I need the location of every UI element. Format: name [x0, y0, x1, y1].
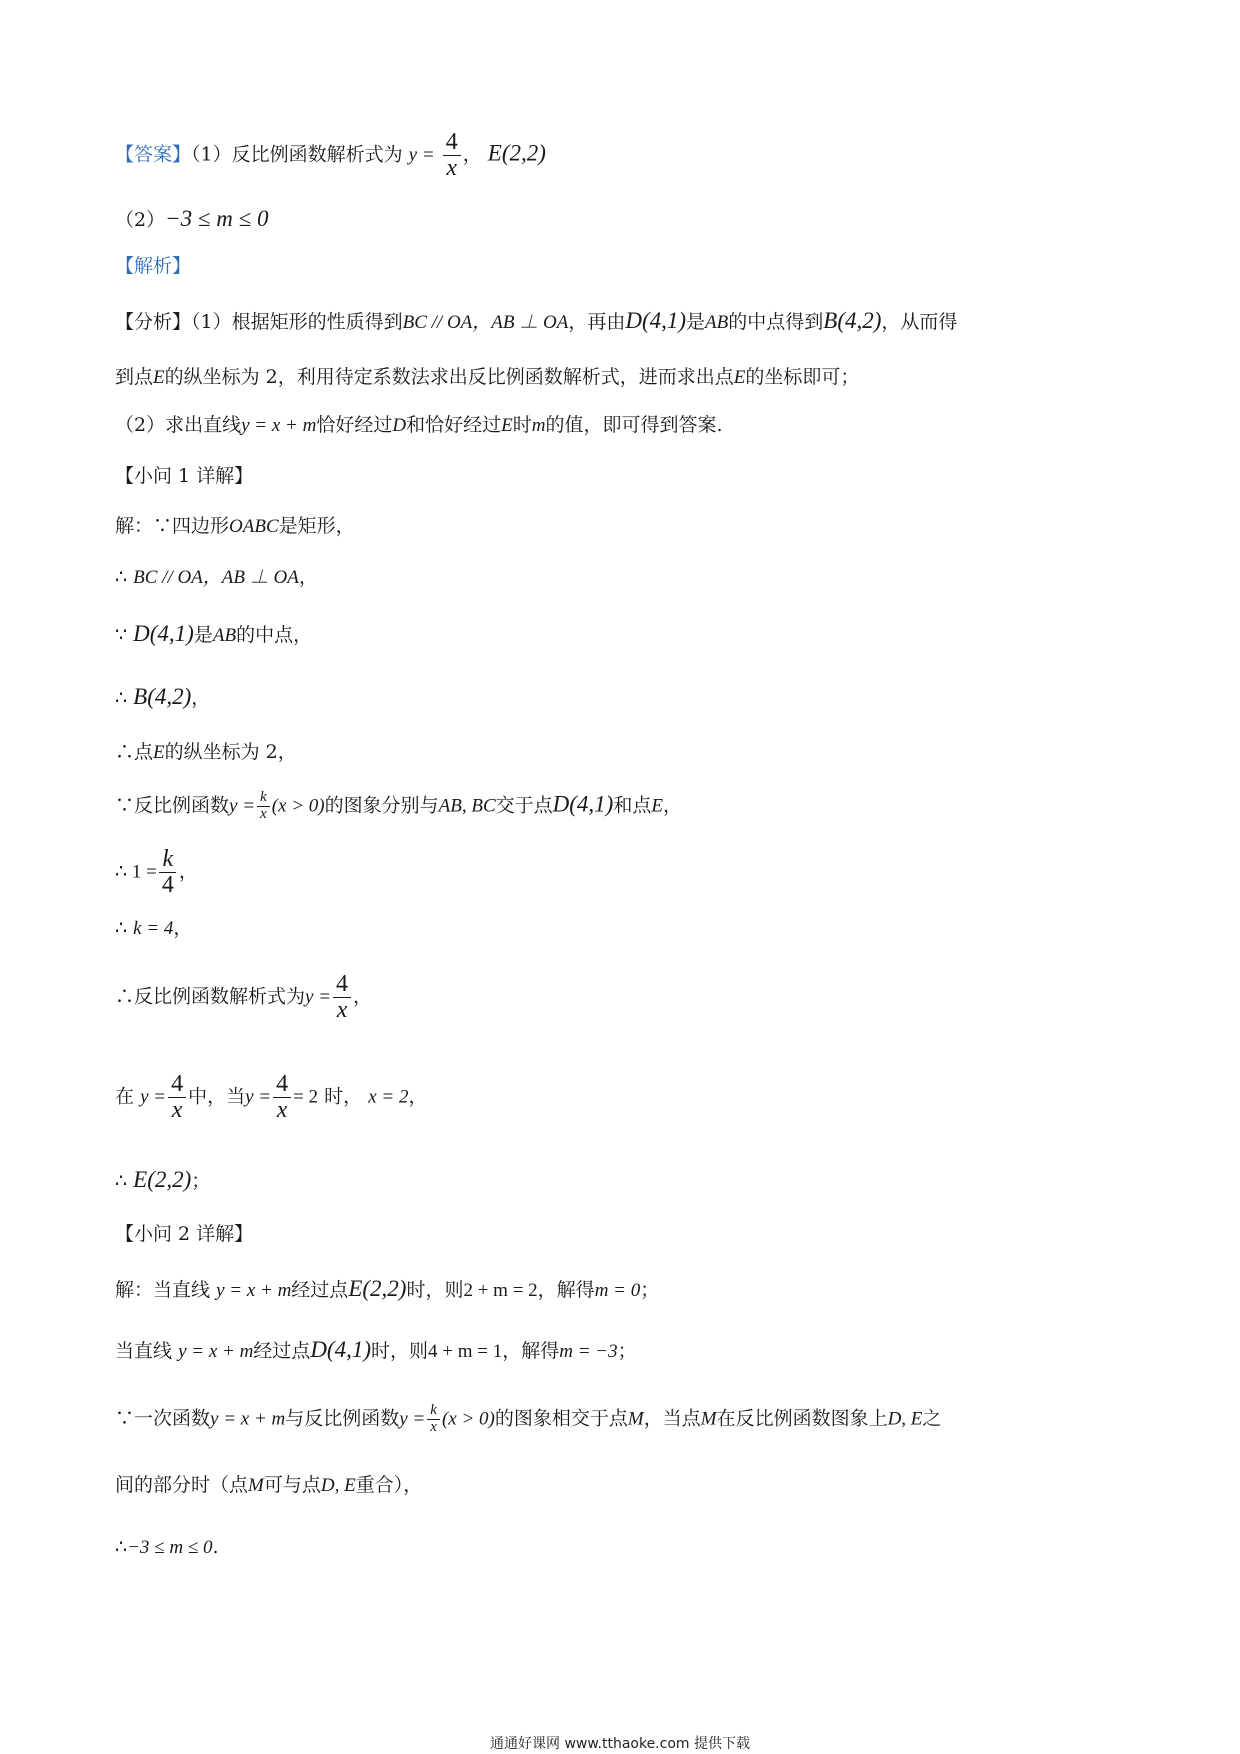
answer-line-1: 【答案】（1）反比例函数解析式为 y = $\frac{4}{x}$ ， E(2,2) [115, 129, 546, 182]
q1-step-7: ∴ 1 = $\frac{k}{4}$ ， [115, 846, 198, 899]
fraction-4-over-x-4: $\frac{4}{x}$ [273, 1072, 291, 1123]
q2-step-3: ∵一次函数y = x + m与反比例函数y = $\frac{k}{x}$ (x > 0)的图象相交于点M，当点M在反比例函数图象上D, E之 [115, 1402, 942, 1435]
q1-step-4: ∴ B(4,2)， [115, 684, 211, 709]
q2-step-4: 间的部分时（点M可与点D, E重合）， [115, 1474, 423, 1496]
q2-tag: 【小问 2 详解】 [115, 1223, 254, 1245]
q1-tag: 【小问 1 详解】 [115, 465, 254, 487]
q2-step-1: 解：当直线 y = x + m经过点E(2,2)时，则2 + m = 2，解得m = 0； [115, 1276, 660, 1301]
q1-step-9: ∴反比例函数解析式为y = $\frac{4}{x}$ ， [115, 971, 373, 1024]
answer-line-2: （2）−3 ≤ m ≤ 0 [115, 206, 269, 231]
q1-step-2: ∴ BC // OA，AB ⊥ OA， [115, 566, 318, 588]
q1-step-11: ∴ E(2,2)； [115, 1167, 211, 1192]
answer-tag: 【答案】 [115, 143, 192, 166]
q1-step-5: ∴点E的纵坐标为 2， [115, 741, 297, 763]
q1-step-3: ∵ D(4,1)是AB的中点， [115, 621, 313, 646]
fraction-k-over-x: $\frac{k}{x}$ [257, 790, 270, 823]
analysis-line-3: （2）求出直线y = x + m恰好经过D和恰好经过E时m的值，即可得到答案. [115, 414, 723, 436]
q2-step-5: ∴−3 ≤ m ≤ 0. [115, 1536, 219, 1558]
fraction-4-over-x-3: $\frac{4}{x}$ [168, 1072, 186, 1123]
fraction-k-over-x-2: $\frac{k}{x}$ [427, 1403, 440, 1436]
fraction-4-over-x: $\frac{4}{x}$ [443, 130, 461, 181]
analysis-line-2: 到点E的纵坐标为 2，利用待定系数法求出反比例函数解析式，进而求出点E的坐标即可； [115, 366, 860, 388]
analysis-line-1: 【分析】（1）根据矩形的性质得到BC // OA，AB ⊥ OA，再由D(4,1)是AB的中点得到B(4,2)，从而得 [115, 308, 958, 333]
q2-step-2: 当直线 y = x + m经过点D(4,1)时，则4 + m = 1，解得m = −3； [115, 1337, 637, 1362]
q1-step-10: 在 y = $\frac{4}{x}$ 中，当y = $\frac{4}{x}$ = 2 时， x = 2， [115, 1071, 428, 1124]
jiexi-tag: 【解析】 [115, 255, 192, 277]
q1-step-1: 解：∵四边形OABC是矩形， [115, 515, 355, 537]
footer-source: 通通好课网 www.tthaoke.com 提供下载 [490, 1736, 750, 1752]
fraction-k-over-4: $\frac{k}{4}$ [159, 847, 177, 898]
q1-step-6: ∵反比例函数y = $\frac{k}{x}$ (x > 0)的图象分别与AB, BC交于点D(4,1)和点E， [115, 789, 682, 822]
q1-step-8: ∴ k = 4， [115, 917, 193, 939]
fraction-4-over-x-2: $\frac{4}{x}$ [333, 972, 351, 1023]
